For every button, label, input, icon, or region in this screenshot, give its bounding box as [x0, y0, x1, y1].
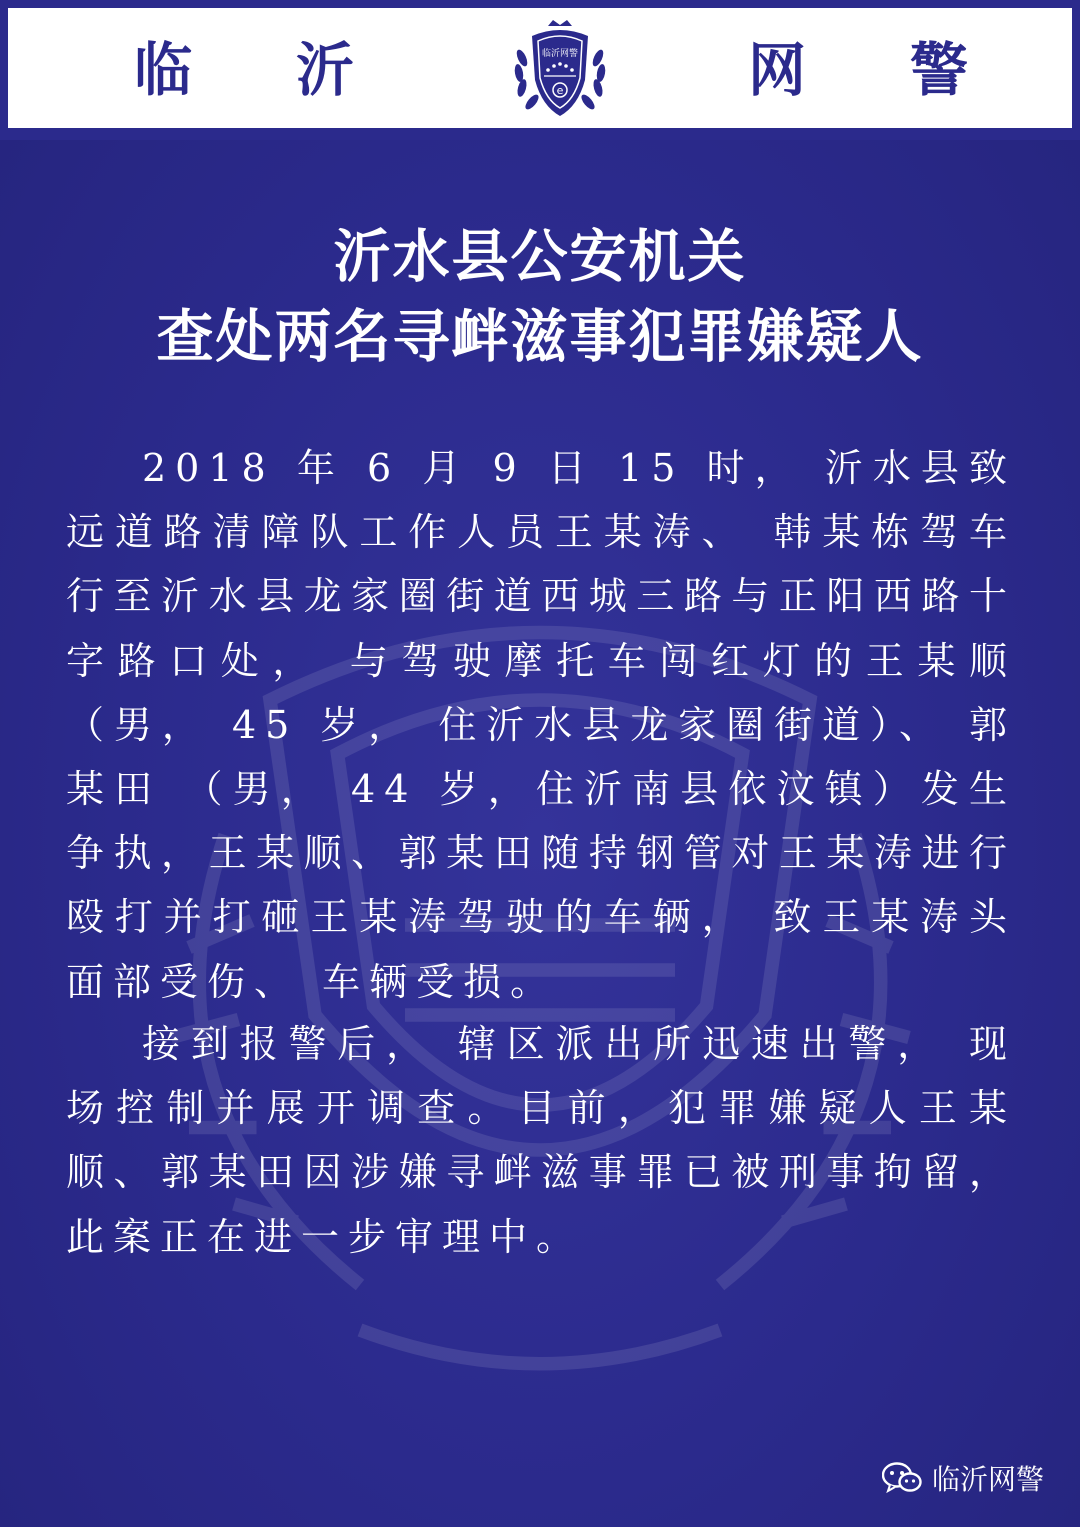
header-char-2: 沂 — [296, 36, 355, 104]
body-paragraph-1: 2018 年 6 月 9 日 15 时， 沂水县致远道路清障队工作人员王某涛、 韩某栋驾车行至沂水县龙家圈街道西城三路与正阳西路十字路口处， 与驾驶摩托车闯红灯的王某顺 （男， 45 岁， 住沂水县龙家圈街道）、 郭某田 （男， 44 岁，住沂南县依汶镇）发生争执，王某顺、郭某田随持钢管对王某涛进行殴打并打砸王某涛驾驶的车辆， 致王某涛头面部受伤、 车辆受损。 — [66, 446, 1016, 1004]
wechat-icon — [882, 1461, 922, 1495]
police-emblem-icon — [508, 18, 612, 122]
header-char-1: 临 — [134, 36, 193, 104]
emblem-letter: e — [556, 84, 564, 97]
footer-account-name: 临沂网警 — [931, 1463, 1044, 1496]
header-char-4: 警 — [910, 36, 969, 104]
header-white-strip — [8, 8, 1072, 128]
emblem-text: 临沂网警 — [541, 49, 579, 59]
header-char-3: 网 — [748, 36, 807, 104]
footer-account — [882, 1458, 1044, 1498]
header-band — [0, 0, 1080, 140]
title-line-2: 查处两名寻衅滋事犯罪嫌疑人 — [156, 303, 924, 370]
title-line-1: 沂水县公安机关 — [333, 223, 747, 290]
body-paragraph-2: 接到报警后， 辖区派出所迅速出警， 现场控制并展开调查。目前，犯罪嫌疑人王某顺、郭某田因涉嫌寻衅滋事罪已被刑事拘留， 此案正在进一步审理中。 — [66, 1022, 1016, 1259]
